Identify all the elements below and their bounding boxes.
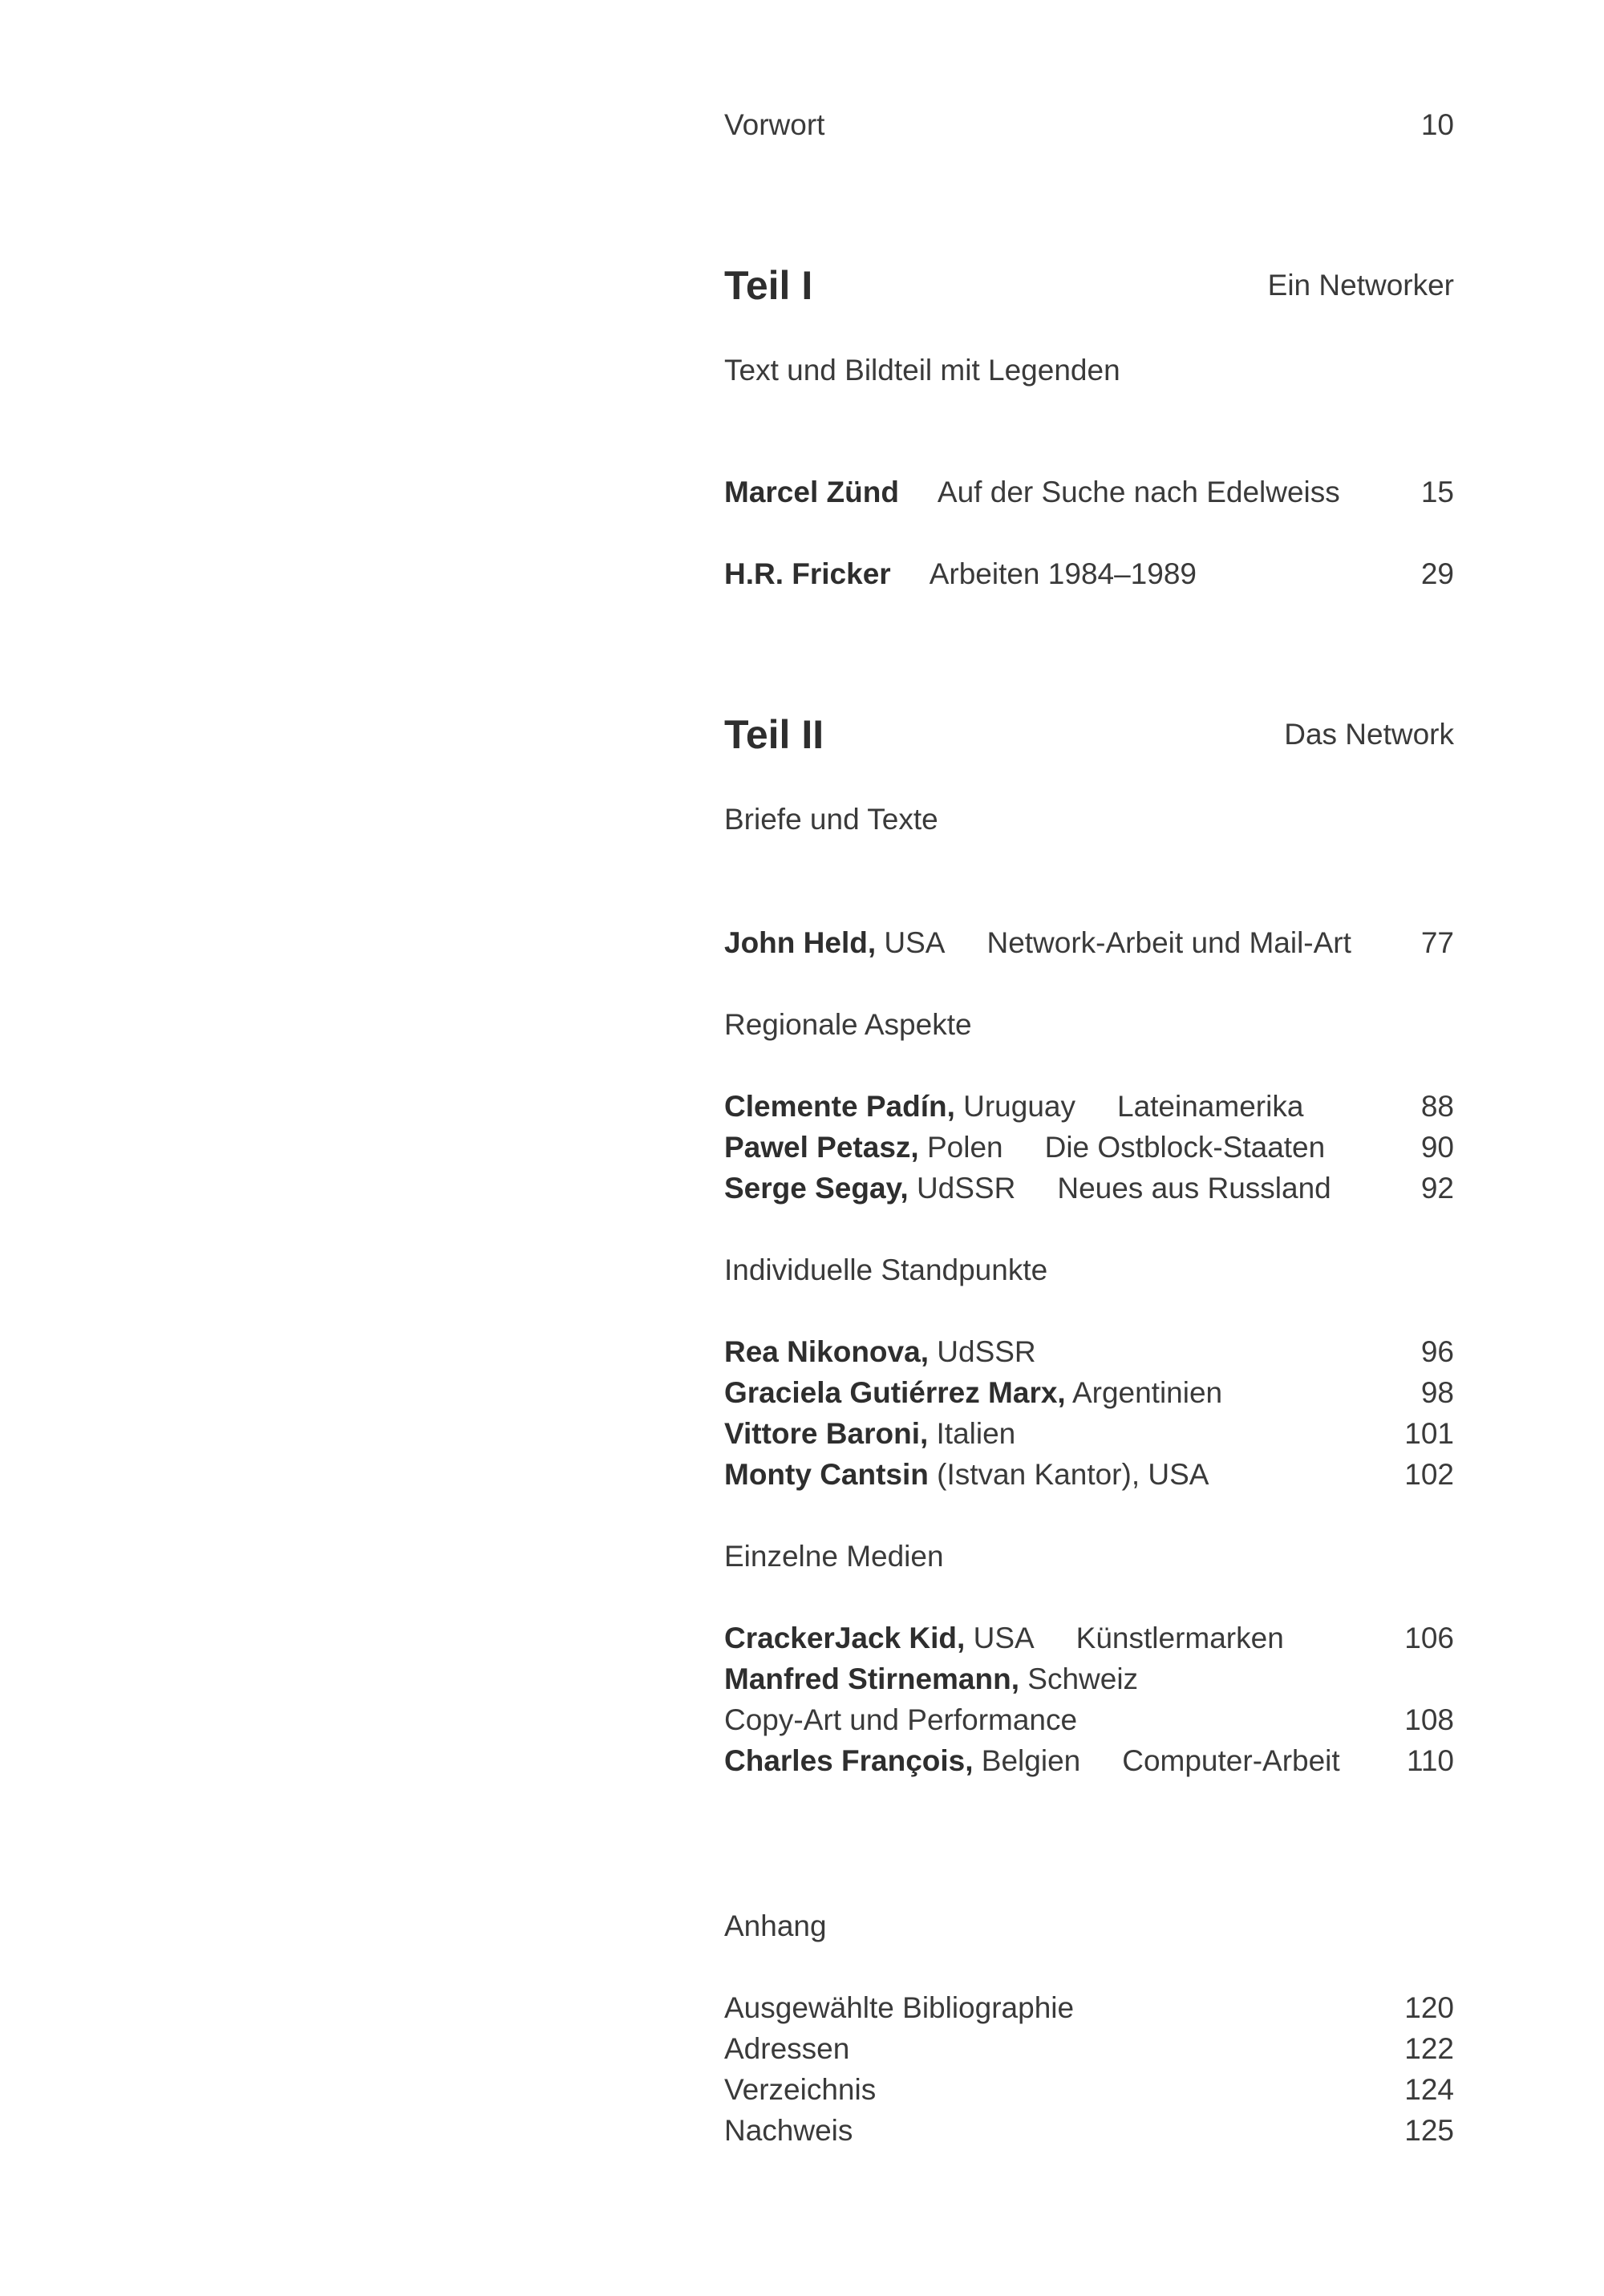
toc-entry[interactable] [724,1737,1454,1785]
page-number: 88 [1420,1090,1454,1123]
page-number: 10 [1420,108,1454,141]
author-country: Polen [926,1131,1003,1164]
entry-title: Ausgewählte Bibliographie [724,1991,1075,2024]
section-title: Individuelle Standpunkte [724,1253,1048,1286]
toc-entry[interactable] [724,1164,1454,1213]
page-number: 77 [1420,926,1454,959]
section-title: Anhang [724,1909,827,1942]
intro-text: Text und Bildteil mit Legenden [724,354,1120,387]
author-name: Clemente Padín, [724,1090,955,1123]
page-number: 92 [1420,1172,1454,1205]
toc-entry-vorwort[interactable] [724,101,1454,149]
author-name: Charles François, [724,1744,974,1777]
author-name: Marcel Zünd [724,476,899,508]
section-label-anhang [724,1902,1454,1950]
part-heading-teil-1 [724,261,1454,310]
author-name: H.R. Fricker [724,557,891,590]
part-intro [724,346,1454,395]
entry-title: Die Ostblock-Staaten [1044,1131,1326,1164]
part-intro [724,796,1454,844]
section-title: Einzelne Medien [724,1540,944,1573]
author-country: Argentinien [1071,1376,1223,1409]
toc-entry[interactable] [724,550,1454,598]
author-name: CrackerJack Kid, [724,1622,966,1654]
author-country: USA [884,926,946,959]
author-country: Belgien [981,1744,1081,1777]
author-name: Graciela Gutiérrez Marx, [724,1376,1066,1409]
author-name: Serge Segay, [724,1172,909,1205]
page-number: 120 [1404,1991,1454,2024]
page-number: 125 [1404,2114,1454,2147]
entry-title: Neues aus Russland [1057,1172,1331,1205]
page-number: 98 [1420,1376,1454,1409]
author-country: UdSSR [916,1172,1016,1205]
page-number: 29 [1420,557,1454,590]
toc-entry[interactable] [724,2107,1454,2155]
author-country: (Istvan Kantor), USA [937,1458,1209,1491]
entry-title: Network-Arbeit und Mail-Art [986,926,1351,959]
author-country: Schweiz [1027,1662,1139,1695]
page-number: 122 [1404,2032,1454,2065]
author-country: Italien [936,1417,1016,1450]
page-number: 90 [1420,1131,1454,1164]
page-number: 15 [1420,476,1454,508]
section-label [724,1246,1454,1294]
part-subtitle: Ein Networker [1267,269,1454,302]
author-name: John Held, [724,926,877,959]
page-number: 124 [1404,2073,1454,2106]
entry-title: Vorwort [724,108,825,141]
intro-text: Briefe und Texte [724,803,938,836]
toc-entry[interactable] [724,919,1454,967]
entry-title: Arbeiten 1984–1989 [929,557,1197,590]
part-title: Teil II [724,712,824,757]
entry-title: Verzeichnis [724,2073,877,2106]
author-country: USA [973,1622,1035,1654]
entry-title: Auf der Suche nach Edelweiss [937,476,1340,508]
page-number: 108 [1404,1703,1454,1736]
section-title: Regionale Aspekte [724,1008,972,1041]
author-name: Manfred Stirnemann, [724,1662,1019,1695]
author-name: Vittore Baroni, [724,1417,929,1450]
author-country: UdSSR [937,1335,1036,1368]
section-label [724,1533,1454,1581]
entry-title: Copy-Art und Performance [724,1703,1078,1736]
entry-title: Lateinamerika [1117,1090,1304,1123]
page-number: 96 [1420,1335,1454,1368]
entry-title: Computer-Arbeit [1122,1744,1340,1777]
entry-title: Adressen [724,2032,850,2065]
toc-entry[interactable] [724,1451,1454,1499]
author-name: Rea Nikonova, [724,1335,929,1368]
page-number: 102 [1404,1458,1454,1491]
author-name: Pawel Petasz, [724,1131,919,1164]
part-heading-teil-2 [724,711,1454,759]
author-country: Uruguay [963,1090,1075,1123]
entry-title: Künstlermarken [1075,1622,1284,1654]
page-number: 106 [1404,1622,1454,1654]
part-title: Teil I [724,263,813,308]
author-name: Monty Cantsin [724,1458,929,1491]
page-number: 101 [1404,1417,1454,1450]
entry-title: Nachweis [724,2114,853,2147]
section-label [724,1001,1454,1049]
toc-entry[interactable] [724,468,1454,516]
page-number: 110 [1407,1744,1454,1777]
part-subtitle: Das Network [1284,718,1454,751]
